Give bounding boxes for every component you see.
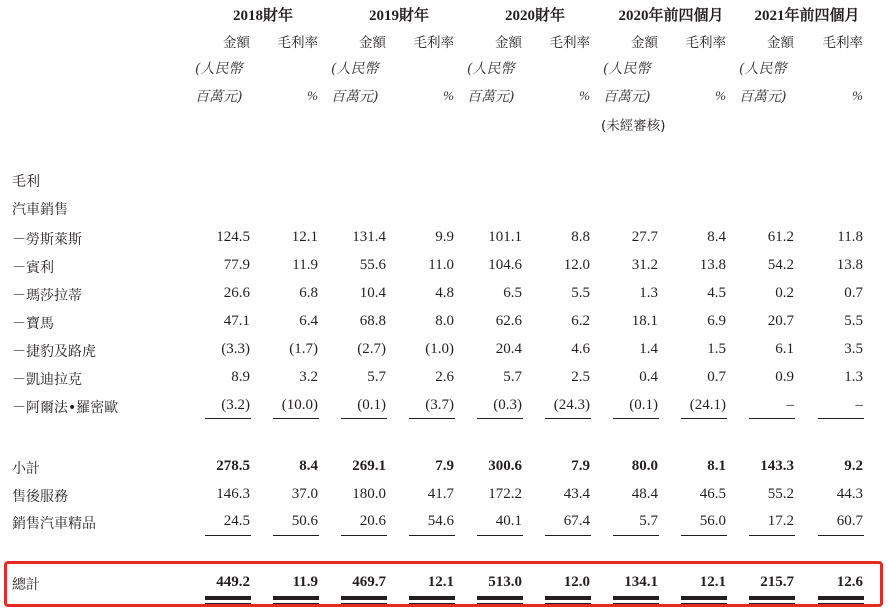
- table-cell: 6.5: [503, 285, 522, 301]
- margin-column-header: 毛利率: [413, 35, 454, 51]
- table-cell: 1.4: [639, 341, 658, 357]
- unit-label-line2: 百萬元): [739, 89, 787, 105]
- row-label: －阿爾法•羅密歐: [12, 400, 119, 416]
- table-cell: 13.8: [699, 257, 726, 273]
- accessories-cell: 20.6: [359, 513, 386, 529]
- unit-label-line1: (人民幣: [467, 61, 515, 77]
- margin-column-header: 毛利率: [822, 35, 863, 51]
- underline-rule: [273, 535, 319, 536]
- unit-label-line1: (人民幣: [195, 61, 243, 77]
- table-cell: –: [855, 397, 863, 413]
- subtotal-cell: 269.1: [352, 458, 386, 474]
- underline-rule: [749, 535, 795, 536]
- underline-rule: [409, 418, 455, 419]
- subtotal-label: 小計: [12, 461, 40, 477]
- table-cell: 1.5: [707, 341, 726, 357]
- table-cell: 0.7: [844, 285, 863, 301]
- accessories-label: 銷售汽車精品: [12, 516, 96, 532]
- underline-rule: [818, 418, 864, 419]
- period-header-2018: 2018財年: [232, 8, 293, 24]
- table-cell: 5.7: [367, 369, 386, 385]
- after-sales-cell: 180.0: [352, 486, 386, 502]
- row-label: －寶馬: [12, 316, 54, 332]
- unit-label-line1: (人民幣: [331, 61, 379, 77]
- table-cell: 54.2: [767, 257, 794, 273]
- underline-rule: [341, 535, 387, 536]
- underline-rule: [409, 535, 455, 536]
- table-cell: 20.4: [495, 341, 522, 357]
- after-sales-cell: 146.3: [216, 486, 250, 502]
- table-cell: 0.7: [707, 369, 726, 385]
- subtotal-cell: 9.2: [844, 458, 863, 474]
- table-cell: 1.3: [639, 285, 658, 301]
- table-cell: (24.3): [553, 397, 590, 413]
- underline-rule: [477, 418, 523, 419]
- table-cell: 6.8: [299, 285, 318, 301]
- underline-rule: [681, 535, 727, 536]
- total-cell: 449.2: [216, 574, 250, 590]
- table-cell: (3.3): [221, 341, 250, 357]
- table-cell: (1.0): [425, 341, 454, 357]
- total-cell: 11.9: [292, 574, 318, 590]
- table-cell: 4.5: [707, 285, 726, 301]
- total-cell: 215.7: [760, 574, 794, 590]
- table-cell: 61.2: [767, 229, 794, 245]
- table-cell: 8.8: [571, 229, 590, 245]
- table-cell: 0.9: [775, 369, 794, 385]
- after-sales-cell: 43.4: [563, 486, 590, 502]
- total-cell: 513.0: [488, 574, 522, 590]
- margin-column-header: 毛利率: [549, 35, 590, 51]
- table-cell: 68.8: [359, 313, 386, 329]
- accessories-cell: 56.0: [699, 513, 726, 529]
- underline-rule: [205, 418, 251, 419]
- table-cell: 4.6: [571, 341, 590, 357]
- unit-label-line2: 百萬元): [467, 89, 515, 105]
- unit-label-line2: 百萬元): [195, 89, 243, 105]
- table-cell: 77.9: [223, 257, 250, 273]
- period-header-4m2020: 2020年前四個月: [618, 8, 724, 24]
- after-sales-label: 售後服務: [12, 489, 68, 505]
- row-label: －瑪莎拉蒂: [12, 288, 82, 304]
- percent-unit-label: %: [443, 88, 454, 103]
- table-cell: 12.1: [291, 229, 318, 245]
- unit-label-line1: (人民幣: [603, 61, 651, 77]
- table-cell: (1.7): [289, 341, 318, 357]
- underline-rule: [681, 418, 727, 419]
- table-cell: 4.8: [435, 285, 454, 301]
- table-cell: –: [786, 397, 794, 413]
- table-cell: 6.9: [707, 313, 726, 329]
- accessories-cell: 24.5: [223, 513, 250, 529]
- percent-unit-label: %: [579, 88, 590, 103]
- table-cell: (24.1): [689, 397, 726, 413]
- after-sales-cell: 37.0: [291, 486, 318, 502]
- after-sales-cell: 55.2: [767, 486, 794, 502]
- underline-rule: [818, 535, 864, 536]
- table-cell: 13.8: [836, 257, 863, 273]
- subtotal-cell: 278.5: [216, 458, 250, 474]
- subtotal-cell: 300.6: [488, 458, 522, 474]
- table-cell: (2.7): [357, 341, 386, 357]
- total-cell: 134.1: [624, 574, 658, 590]
- accessories-cell: 54.6: [427, 513, 454, 529]
- accessories-cell: 40.1: [495, 513, 522, 529]
- percent-unit-label: %: [715, 88, 726, 103]
- amount-column-header: 金額: [359, 35, 386, 51]
- margin-column-header: 毛利率: [685, 35, 726, 51]
- after-sales-cell: 46.5: [699, 486, 726, 502]
- total-cell: 12.6: [836, 574, 863, 590]
- table-cell: 0.2: [775, 285, 794, 301]
- underline-rule: [341, 418, 387, 419]
- table-cell: 104.6: [488, 257, 522, 273]
- table-cell: 101.1: [488, 229, 522, 245]
- section-car-sales: 汽車銷售: [12, 202, 68, 218]
- total-highlight-box: [4, 561, 883, 607]
- percent-unit-label: %: [852, 88, 863, 103]
- subtotal-cell: 7.9: [435, 458, 454, 474]
- total-cell: 469.7: [352, 574, 386, 590]
- table-cell: (3.7): [425, 397, 454, 413]
- row-label: －賓利: [12, 260, 54, 276]
- subtotal-cell: 8.1: [707, 458, 726, 474]
- table-cell: 31.2: [631, 257, 658, 273]
- table-cell: 12.0: [563, 257, 590, 273]
- table-cell: 6.4: [299, 313, 318, 329]
- table-cell: 8.4: [707, 229, 726, 245]
- table-cell: 27.7: [631, 229, 658, 245]
- table-cell: 18.1: [631, 313, 658, 329]
- accessories-cell: 60.7: [836, 513, 863, 529]
- underline-rule: [545, 535, 591, 536]
- subtotal-cell: 80.0: [631, 458, 658, 474]
- table-cell: 5.5: [844, 313, 863, 329]
- table-cell: 47.1: [223, 313, 250, 329]
- table-cell: 6.1: [775, 341, 794, 357]
- underline-rule: [613, 535, 659, 536]
- accessories-cell: 17.2: [767, 513, 794, 529]
- total-label: 總計: [12, 577, 40, 593]
- table-cell: (3.2): [221, 397, 250, 413]
- table-cell: 8.9: [231, 369, 250, 385]
- table-cell: 3.5: [844, 341, 863, 357]
- percent-unit-label: %: [307, 88, 318, 103]
- table-cell: 2.5: [571, 369, 590, 385]
- underline-rule: [477, 535, 523, 536]
- total-cell: 12.1: [427, 574, 454, 590]
- table-cell: 1.3: [844, 369, 863, 385]
- after-sales-cell: 48.4: [631, 486, 658, 502]
- table-cell: 131.4: [352, 229, 386, 245]
- table-cell: 0.4: [639, 369, 658, 385]
- table-cell: 5.5: [571, 285, 590, 301]
- accessories-cell: 50.6: [291, 513, 318, 529]
- amount-column-header: 金額: [631, 35, 658, 51]
- underline-rule: [273, 418, 319, 419]
- table-cell: 11.8: [837, 229, 863, 245]
- table-cell: 10.4: [359, 285, 386, 301]
- section-gross-profit: 毛利: [12, 174, 40, 190]
- table-cell: (0.3): [493, 397, 522, 413]
- amount-column-header: 金額: [223, 35, 250, 51]
- row-label: －勞斯萊斯: [12, 232, 82, 248]
- table-cell: 2.6: [435, 369, 454, 385]
- margin-column-header: 毛利率: [277, 35, 318, 51]
- table-cell: 6.2: [571, 313, 590, 329]
- table-cell: 62.6: [495, 313, 522, 329]
- table-cell: 20.7: [767, 313, 794, 329]
- after-sales-cell: 44.3: [836, 486, 863, 502]
- subtotal-cell: 143.3: [760, 458, 794, 474]
- table-cell: 3.2: [299, 369, 318, 385]
- table-cell: 124.5: [216, 229, 250, 245]
- table-cell: 55.6: [359, 257, 386, 273]
- table-cell: 11.9: [292, 257, 318, 273]
- period-header-2019: 2019財年: [368, 8, 429, 24]
- underline-rule: [545, 418, 591, 419]
- table-cell: 5.7: [503, 369, 522, 385]
- row-label: －捷豹及路虎: [12, 344, 96, 360]
- subtotal-cell: 8.4: [299, 458, 318, 474]
- unit-label-line2: 百萬元): [603, 89, 651, 105]
- table-cell: 9.9: [435, 229, 454, 245]
- table-cell: 8.0: [435, 313, 454, 329]
- unit-label-line2: 百萬元): [331, 89, 379, 105]
- table-cell: 26.6: [223, 285, 250, 301]
- period-header-4m2021: 2021年前四個月: [754, 8, 860, 24]
- underline-rule: [205, 535, 251, 536]
- table-cell: (10.0): [281, 397, 318, 413]
- total-cell: 12.1: [699, 574, 726, 590]
- unaudited-note: (未經審核): [601, 118, 666, 134]
- subtotal-cell: 7.9: [571, 458, 590, 474]
- amount-column-header: 金額: [767, 35, 794, 51]
- after-sales-cell: 172.2: [488, 486, 522, 502]
- table-cell: (0.1): [357, 397, 386, 413]
- table-cell: 11.0: [428, 257, 454, 273]
- accessories-cell: 5.7: [639, 513, 658, 529]
- underline-rule: [613, 418, 659, 419]
- period-header-2020: 2020財年: [504, 8, 565, 24]
- underline-rule: [749, 418, 795, 419]
- table-cell: (0.1): [629, 397, 658, 413]
- accessories-cell: 67.4: [563, 513, 590, 529]
- after-sales-cell: 41.7: [427, 486, 454, 502]
- amount-column-header: 金額: [495, 35, 522, 51]
- unit-label-line1: (人民幣: [739, 61, 787, 77]
- row-label: －凱迪拉克: [12, 372, 82, 388]
- total-cell: 12.0: [563, 574, 590, 590]
